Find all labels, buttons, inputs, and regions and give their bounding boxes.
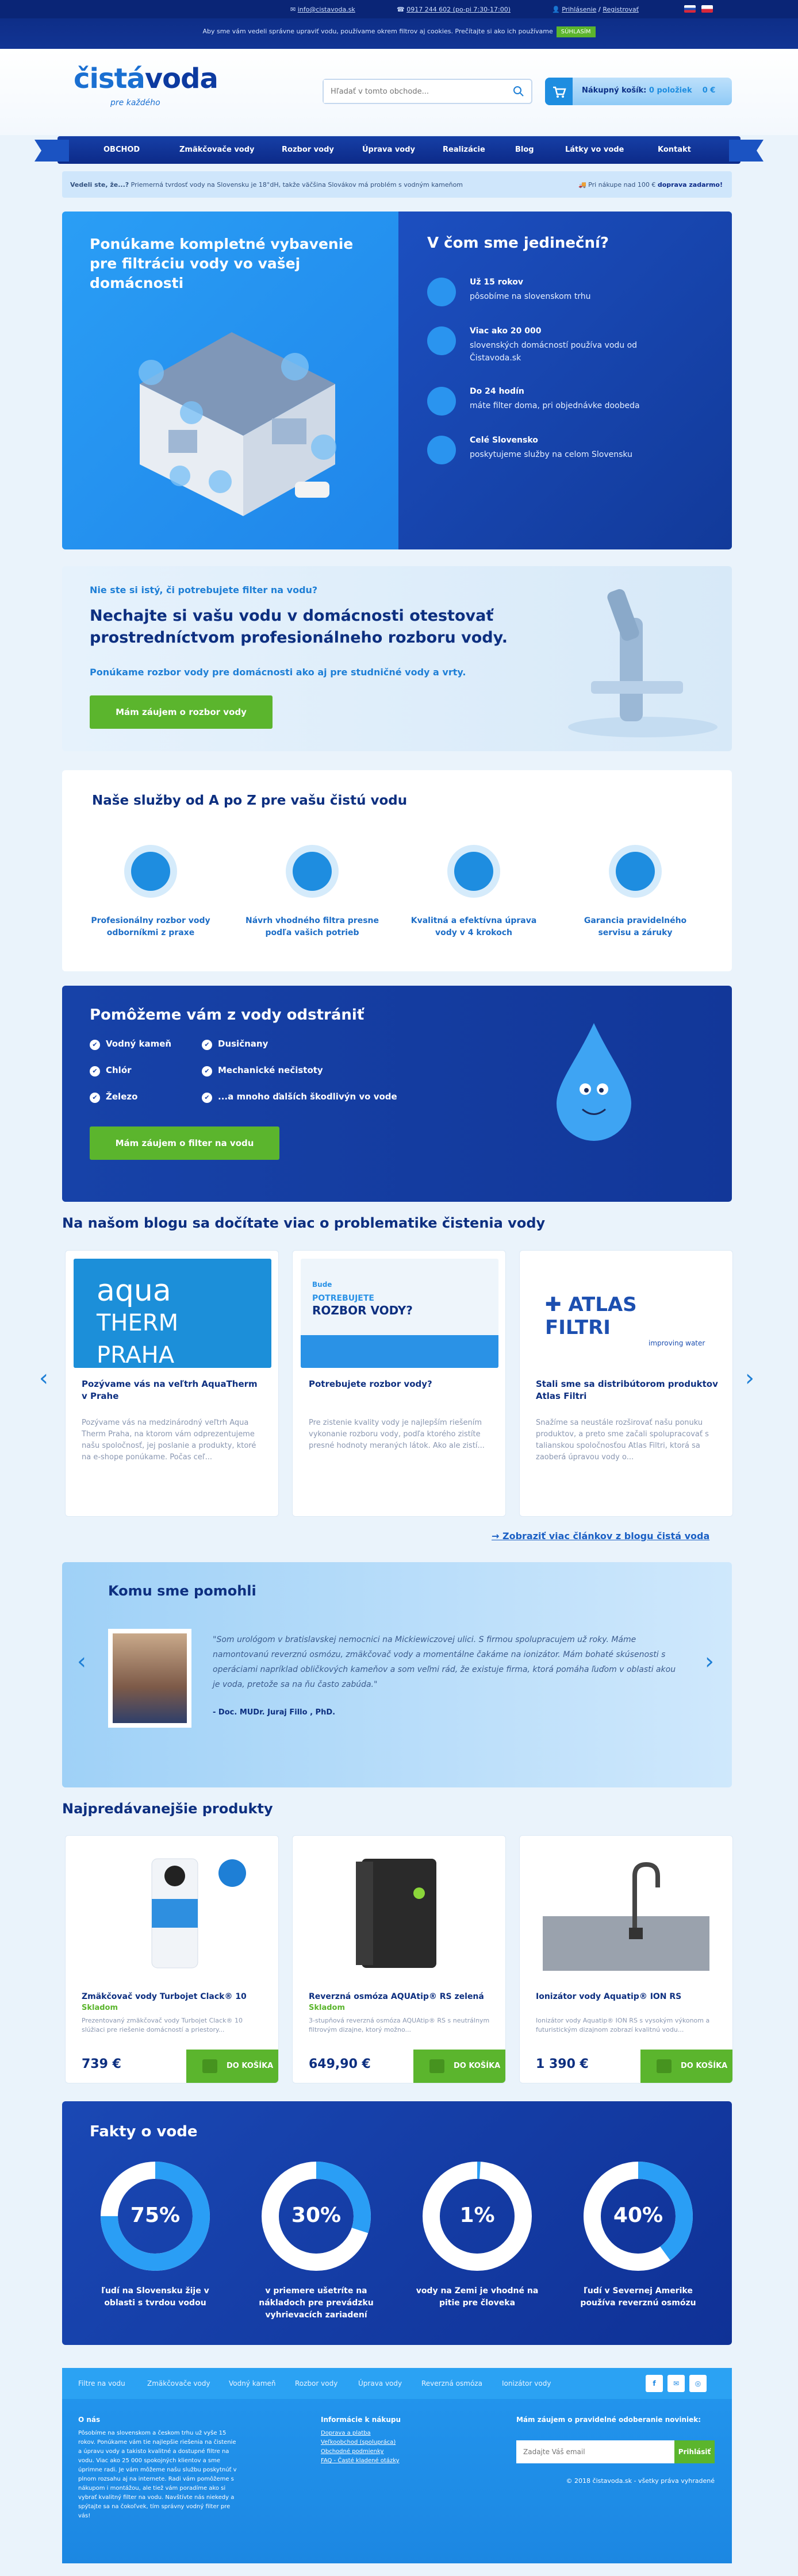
footer-link[interactable]: Zmäkčovače vody — [147, 2379, 210, 2387]
service-item[interactable]: Profesionálny rozbor vody odborníkmi z praxe — [82, 845, 220, 939]
map-icon — [427, 436, 456, 464]
phone-link[interactable]: ☎ 0917 244 602 (po-pi 7:30-17:00) — [397, 6, 511, 13]
nav-obchod[interactable]: OBCHOD — [103, 145, 140, 154]
cart-icon — [657, 2059, 672, 2073]
cookie-bar: Aby sme vám vedeli správne upraviť vodu, používame okrem filtrov aj cookies. Prečítajte si ako ich používame SÚHLASÍM — [0, 26, 798, 37]
testimonial-panel: Komu sme pomohli ‹ › "Som urológom v bratislavskej nemocnici na Mickiewiczovej ulici. S firmou spolupracujem už roky. Máme namontovanú reverznú osmózu, zmäkčovač vody a momentálne čakáme na ionizátor. Mám bohaté skúsenosti s operáciami napríklad obličkových kameňov a som veľmi rád, že existuje firma, ktorá pomáha ľuďom v oblasti akou je voda, pretože sa na ňu často zabúda." - Doc. MUDr. Juraj Fillo , PhD. — [62, 1562, 732, 1787]
check-item: ✔ ...a mnoho ďalších škodlivýn vo vode — [202, 1091, 397, 1103]
flask-icon — [131, 852, 170, 891]
instagram-icon[interactable]: ◎ — [689, 2375, 707, 2392]
nav-blog[interactable]: Blog — [515, 145, 534, 154]
shield-check-icon — [616, 852, 655, 891]
check-item: ✔ Dusičnany — [202, 1039, 268, 1050]
facebook-icon[interactable]: f — [646, 2375, 663, 2392]
cart-icon — [202, 2059, 217, 2073]
footer — [62, 2368, 732, 2563]
mail-icon[interactable]: ✉ — [667, 2375, 685, 2392]
newsletter-submit-button[interactable]: Prihlásiť — [674, 2440, 715, 2463]
add-to-cart-button[interactable]: DO KOŠÍKA — [640, 2050, 732, 2083]
footer-info-link[interactable]: Obchodné podmienky — [321, 2448, 384, 2455]
slovak-flag-icon[interactable] — [684, 5, 696, 13]
facts-panel — [62, 2101, 732, 2345]
water-drop-mascot — [554, 1020, 634, 1141]
cookie-accept-button[interactable]: SÚHLASÍM — [557, 26, 596, 37]
add-to-cart-button[interactable]: DO KOŠÍKA — [413, 2050, 505, 2083]
about-section: O nás Pôsobíme na slovenskom a českom trhu už vyše 15 rokov. Ponúkame vám tie najlepšie riešenia na čistenie a úpravu vody a takisto kvalitné a dostupné filtre na vodu. Viac ako 25 000 spokojných klientov a sme úprimne radi. Je vám môžeme našu službu poskytnúť v plnom rozsahu aj na internete. Radi vám pomôžeme s nákupom i montážou, ale tiež vám poradíme ako si vybrať kvalitný filter na vodu. Navštívte nás niekedy a spýtajte sa na čokoľvek, tím správny vodný filter pre vás! — [78, 2416, 237, 2519]
blog-card[interactable]: aqua THERM PRAHA Pozývame vás na veľtrh AquaTherm v Prahe Pozývame vás na medzinárodný veľtrh Aqua Therm Praha, na ktorom vám odprezentujeme našu spoločnosť, jej poslanie a produkty, ktoré na e-shope ponúkame. Počas ceľ... — [65, 1250, 279, 1517]
cart-icon — [545, 78, 573, 105]
shipping-note: 🚚 Pri nákupe nad 100 € doprava zadarmo! — [578, 181, 723, 189]
water-drop-icon — [427, 326, 456, 355]
house-illustration — [105, 298, 358, 528]
search-icon[interactable] — [513, 86, 524, 97]
hero-panel: Ponúkame kompletné vybavenie pre filtráciu vody vo vašej domácnosti V čom sme jedineční? Už 15 rokov pôsobíme na slovenskom trhu Viac ako 20 000 slovenských domácností používa vodu od Čistavoda.sk Do 24 hodín máte filter doma, pri objednávke doobeda Celé Slovensko poskytujeme služby na celom Slovensku — [62, 212, 732, 549]
nav-kontakt[interactable]: Kontakt — [658, 145, 691, 154]
product-image — [89, 1847, 255, 1971]
main-nav — [57, 136, 741, 164]
chevron-left-icon[interactable]: ‹ — [77, 1648, 86, 1675]
footer-info-link[interactable]: FAQ - Časté kladené otázky — [321, 2458, 400, 2464]
contact-row — [0, 0, 798, 18]
register-link[interactable]: Registrovať — [603, 6, 639, 13]
product-card[interactable]: Reverzná osmóza AQUAtip® RS zelená Skladom 3-stupňová reverzná osmóza AQUAtip® RS s neutrálnym filtrovým dizajne, ktorý možno... 649,90 € DO KOŠÍKA — [292, 1835, 506, 2083]
services-panel — [62, 770, 732, 971]
testimonial-title: Komu sme pomohli — [108, 1583, 256, 1599]
rozbor-title: Nechajte si vašu vodu v domácnosti otestovať prostredníctvom profesionálneho rozboru vody. — [90, 607, 508, 647]
chevron-right-icon[interactable]: › — [745, 1365, 754, 1391]
copyright: © 2018 čistavoda.sk - všetky práva vyhradené — [566, 2477, 715, 2485]
service-item[interactable]: Kvalitná a efektívna úprava vody v 4 krokoch — [405, 845, 543, 939]
products-title: Najpredávanejšie produkty — [62, 1801, 273, 1817]
location-icon — [427, 278, 456, 306]
chevron-right-icon[interactable]: › — [705, 1648, 714, 1675]
blog-image: ✚ ATLAS FILTRI improving water — [528, 1259, 726, 1368]
facts-title: Fakty o vode — [90, 2123, 198, 2140]
cart-icon — [429, 2059, 444, 2073]
add-to-cart-button[interactable]: DO KOŠÍKA — [186, 2050, 278, 2083]
target-icon — [293, 852, 332, 891]
check-item: ✔ Železo — [90, 1091, 137, 1103]
microscope-illustration — [539, 578, 723, 744]
nav-latky[interactable]: Látky vo vode — [565, 145, 624, 154]
newsletter-title: Mám záujem o pravidelné odoberanie noviniek: — [516, 2416, 701, 2424]
header — [0, 49, 798, 135]
product-image — [316, 1847, 482, 1971]
purchase-info: Informácie k nákupu Doprava a platba Veľkoobchod (spolupráca) Obchodné podmienky FAQ - Časté kladené otázky — [321, 2415, 401, 2466]
account-links: 👤 Prihlásenie / Registrovať — [552, 6, 639, 13]
filter-interest-button[interactable]: Mám záujem o filter na vodu — [90, 1126, 279, 1160]
service-item[interactable]: Návrh vhodného filtra presne podľa vašich potrieb — [243, 845, 381, 939]
nav-rozbor[interactable]: Rozbor vody — [282, 145, 334, 154]
rozbor-button[interactable]: Mám záujem o rozbor vody — [90, 695, 273, 729]
footer-links — [62, 2368, 732, 2399]
fact-item: 40% ľudí v Severnej Amerike používa reverznú osmózu — [569, 2159, 707, 2309]
water-drop-icon — [454, 852, 493, 891]
fact-item: 1% vody na Zemi je vhodné na pitie pre človeka — [408, 2159, 546, 2309]
search-input[interactable] — [324, 80, 496, 103]
logo[interactable]: čistávoda pre každého — [74, 63, 218, 107]
check-item: ✔ Chlór — [90, 1065, 132, 1076]
search-box — [323, 79, 532, 104]
avatar — [108, 1629, 191, 1728]
footer-link[interactable]: Vodný kameň — [229, 2379, 276, 2387]
fact-item: 30% v priemere ušetríte na nákladoch pre prevádzku vyhrievacích zariadení — [247, 2159, 385, 2321]
footer-info-link[interactable]: Doprava a platba — [321, 2430, 371, 2436]
hero-title: Ponúkame kompletné vybavenie pre filtráciu vody vo vašej domácnosti — [90, 236, 354, 291]
footer-link[interactable]: Rozbor vody — [295, 2379, 338, 2387]
product-card[interactable]: Zmäkčovač vody Turbojet Clack® 10 Skladom Prezentovaný zmäkčovač vody Turbojet Clack® 10 slúžiaci pre riešenie domácností a priestory... 739 € DO KOŠÍKA — [65, 1835, 279, 2083]
remove-panel — [62, 986, 732, 1202]
newsletter-email-input[interactable] — [516, 2440, 674, 2463]
footer-link[interactable]: Ionizátor vody — [502, 2379, 551, 2387]
tools-icon — [427, 387, 456, 416]
email-link[interactable]: ✉ info@cistavoda.sk — [290, 6, 355, 13]
nav-uprava[interactable]: Úprava vody — [362, 145, 416, 154]
check-item: ✔ Vodný kameň — [90, 1039, 171, 1050]
check-item: ✔ Mechanické nečistoty — [202, 1065, 323, 1076]
info-bar: Vedeli ste, že...? Priemerná tvrdosť vody na Slovensku je 18°dH, takže väčšina Slovákov má problém s vodným kameňom 🚚 Pri nákupe nad 100 € doprava zadarmo! — [62, 171, 732, 198]
footer-link[interactable]: Úprava vody — [358, 2379, 402, 2387]
blog-card[interactable]: Bude POTREBUJETE ROZBOR VODY? Potrebujete rozbor vody? Pre zistenie kvality vody je najlepším riešením vykonanie rozboru vody, podľa ktorého zistíte presné hodnoty meraných látok. Ako ale zistí... — [292, 1250, 506, 1517]
blog-card[interactable]: ✚ ATLAS FILTRI improving water Stali sme sa distribútorom produktov Atlas Filtri Snažíme sa neustále rozširovať našu ponuku produktov, a preto sme začali spolupracovať s talianskou spoločnosťou Atlas Filtri, ktorá sa zaoberá úpravou vody o... — [519, 1250, 733, 1517]
footer-link[interactable]: Filtre na vodu — [78, 2379, 125, 2387]
blog-image: Bude POTREBUJETE ROZBOR VODY? — [301, 1259, 498, 1368]
blog-title: Na našom blogu sa dočítate viac o problematike čistenia vody — [62, 1215, 546, 1231]
service-item[interactable]: Garancia pravidelného servisu a záruky — [566, 845, 704, 939]
login-link[interactable]: Prihlásenie — [562, 6, 597, 13]
unique-title: V čom sme jedineční? — [427, 234, 609, 252]
fact-item: 75% ľudí na Slovensku žije v oblasti s tvrdou vodou — [86, 2159, 224, 2309]
czech-flag-icon[interactable] — [701, 5, 713, 13]
footer-info-link[interactable]: Veľkoobchod (spolupráca) — [321, 2439, 396, 2446]
blog-image: aqua THERM PRAHA — [74, 1259, 271, 1368]
cart-button[interactable]: Nákupný košík: 0 položiek 0 € — [545, 78, 732, 105]
chevron-left-icon[interactable]: ‹ — [39, 1365, 48, 1391]
product-card[interactable]: Ionizátor vody Aquatip® ION RS Ionizátor vody Aquatip® ION RS s vysokým výkonom a futuristickým dizajnom zobrazí kvalitnú vodu... 1 390 € DO KOŠÍKA — [519, 1835, 733, 2083]
more-blog-link[interactable]: → Zobraziť viac článkov z blogu čistá voda — [492, 1531, 710, 1541]
services-title: Naše služby od A po Z pre vašu čistú vodu — [92, 793, 408, 808]
top-bar — [0, 0, 798, 49]
product-image — [543, 1847, 709, 1971]
nav-realizacie[interactable]: Realizácie — [443, 145, 485, 154]
footer-link[interactable]: Reverzná osmóza — [421, 2379, 482, 2387]
remove-title: Pomôžeme vám z vody odstrániť — [90, 1006, 365, 1024]
rozbor-panel: Nie ste si istý, či potrebujete filter na vodu? Nechajte si vašu vodu v domácnosti otestovať prostredníctvom profesionálneho rozboru vody. Ponúkame rozbor vody pre domácnosti ako aj pre studničné vody a vrty. Mám záujem o rozbor vody — [62, 566, 732, 751]
nav-zmakcovace[interactable]: Zmäkčovače vody — [179, 145, 255, 154]
